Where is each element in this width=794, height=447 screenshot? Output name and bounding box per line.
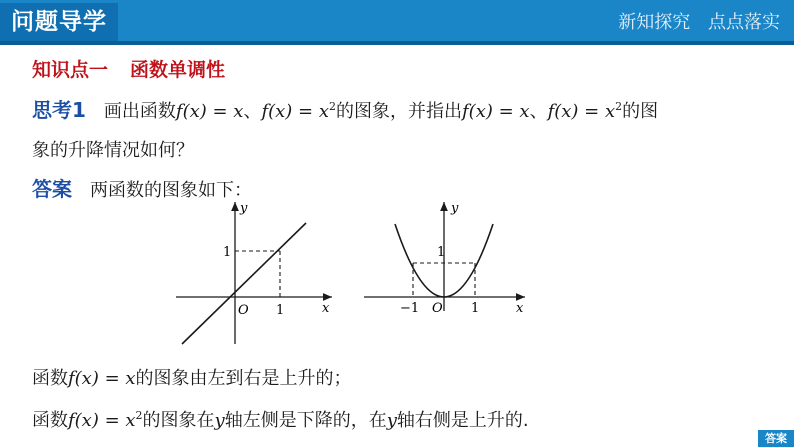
- tick-y-1: 1: [437, 245, 446, 260]
- math-f-linear: f(x) = x: [68, 368, 136, 389]
- tick-y-1: 1: [223, 245, 232, 260]
- origin-label: O: [238, 303, 249, 318]
- origin-label: O: [432, 301, 443, 313]
- math-y-axis: y: [214, 410, 225, 431]
- math-y-axis: y: [386, 410, 397, 431]
- math-f-square: $f(x) = x^2$: [68, 409, 143, 431]
- question-text: 画出函数: [103, 101, 176, 122]
- graph-parabola: [360, 198, 530, 313]
- knowledge-point-title: [32, 55, 225, 82]
- nav-item-practice[interactable]: 点点落实: [708, 12, 780, 33]
- separator: 、: [529, 101, 548, 122]
- conclusion-line-1: [32, 364, 352, 390]
- conclusion-text: 轴右侧是上升的.: [396, 410, 529, 431]
- math-f3: f(x) = x: [462, 101, 530, 122]
- question-line-1: [32, 94, 658, 123]
- y-axis-label: y: [240, 201, 248, 216]
- conclusion-text: 函数: [32, 368, 68, 389]
- x-axis-label: x: [322, 301, 330, 316]
- graph-linear: [170, 198, 340, 348]
- tick-x-neg-1: −1: [400, 301, 420, 313]
- math-f4: $f(x) = x^2$: [547, 100, 623, 122]
- line-y-equals-x: [182, 223, 306, 344]
- conclusion-text: 函数: [32, 410, 68, 431]
- knowledge-point-number: 知识点一: [32, 59, 109, 81]
- tick-x-1: 1: [471, 301, 480, 313]
- conclusion-text: 的图象在: [142, 410, 215, 431]
- question-tag: 思考1: [32, 98, 86, 122]
- knowledge-point-topic: 函数单调性: [130, 59, 226, 81]
- question-text: 的图象，并指出: [336, 101, 463, 122]
- section-label: 问题导学: [0, 3, 118, 41]
- x-axis-label: x: [516, 301, 524, 313]
- tick-x-1: 1: [276, 303, 285, 318]
- nav-item-explore[interactable]: 新知探究: [618, 12, 691, 33]
- separator: 、: [243, 101, 262, 122]
- question-text: 的图: [622, 101, 659, 122]
- math-f2: $f(x) = x^2$: [261, 100, 337, 122]
- answer-text: 两函数的图象如下：: [90, 180, 252, 201]
- conclusion-line-2: [32, 406, 529, 432]
- question-line-2: 象的升降情况如何？: [32, 140, 194, 161]
- math-f1: f(x) = x: [175, 101, 244, 122]
- y-axis-label: y: [451, 201, 459, 216]
- conclusion-text: 的图象由左到右是上升的；: [135, 368, 352, 389]
- answer-tag: 答案: [32, 177, 72, 201]
- top-header-bar: [0, 0, 794, 45]
- header-nav: [606, 0, 780, 45]
- answer-button[interactable]: 答案: [758, 430, 794, 447]
- conclusion-text: 轴左侧是下降的，在: [224, 410, 387, 431]
